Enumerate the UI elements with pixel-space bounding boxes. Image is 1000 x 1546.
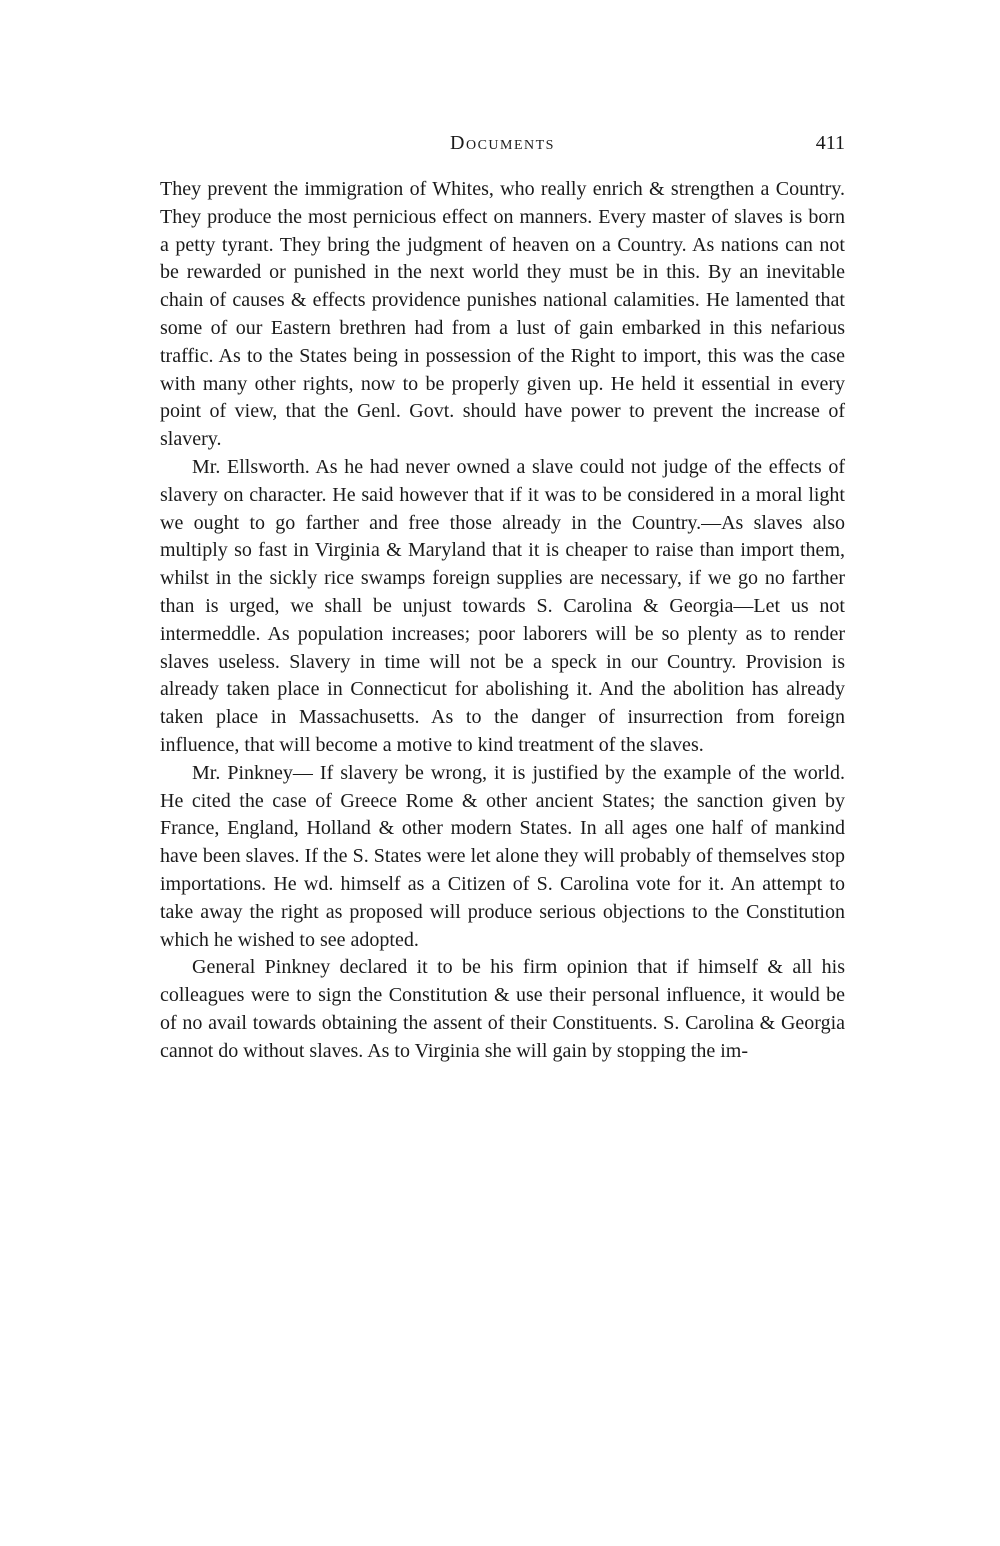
body-text <box>160 176 845 1066</box>
paragraph-pinkney: Mr. Pinkney— If slavery be wrong, it is justified by the example of the world. He cited the case of Greece Rome & other ancient States; the sanction given by France, England, Holland & other modern States. In all ages one half of mankind have been slaves. If the S. States were let alone they will probably of themselves stop importations. He wd. himself as a Citizen of S. Carolina vote for it. An attempt to take away the right as proposed will produce serious objections to the Constitution which he wished to see adopted. <box>160 761 845 951</box>
running-title: Documents <box>450 132 555 154</box>
running-head <box>160 128 845 162</box>
paragraph-general-pinkney: General Pinkney declared it to be his firm opinion that if himself & all his colleagues were to sign the Constitution & use their personal influence, it would be of no avail towards obtaining the assent of their Constituents. S. Carolina & Georgia cannot do without slaves. As to Virginia she will gain by stopping the im- <box>160 956 845 1062</box>
page-number: 411 <box>815 132 845 154</box>
paragraph-ellsworth: Mr. Ellsworth. As he had never owned a slave could not judge of the effects of slavery on character. He said however that if it was to be considered in a moral light we ought to go farther and free those already in the Country.—As slaves also multiply so fast in Virginia & Maryland that it is cheaper to raise than import them, whilst in the sickly rice swamps foreign supplies are necessary, if we go no farther than is urged, we shall be unjust towards S. Carolina & Georgia—Let us not intermeddle. As population increases; poor laborers will be so plenty as to render slaves useless. Slavery in time will not be a speck in our Country. Provision is already taken place in Connecticut for abolishing it. And the abolition has already taken place in Massachusetts. As to the danger of insurrection from foreign influence, that will become a motive to kind treatment of the slaves. <box>160 455 845 756</box>
paragraph-continuation: They prevent the immigration of Whites, who really enrich & strengthen a Country. They produce the most pernicious effect on manners. Every master of slaves is born a petty tyrant. They bring the judgment of heaven on a Country. As nations can not be rewarded or punished in the next world they must be in this. By an inevitable chain of causes & effects providence punishes national calamities. He lamented that some of our Eastern brethren had from a lust of gain embarked in this nefarious traffic. As to the States being in possession of the Right to import, this was the case with many other rights, now to be properly given up. He held it essential in every point of view, that the Genl. Govt. should have power to prevent the increase of slavery. <box>160 178 845 451</box>
